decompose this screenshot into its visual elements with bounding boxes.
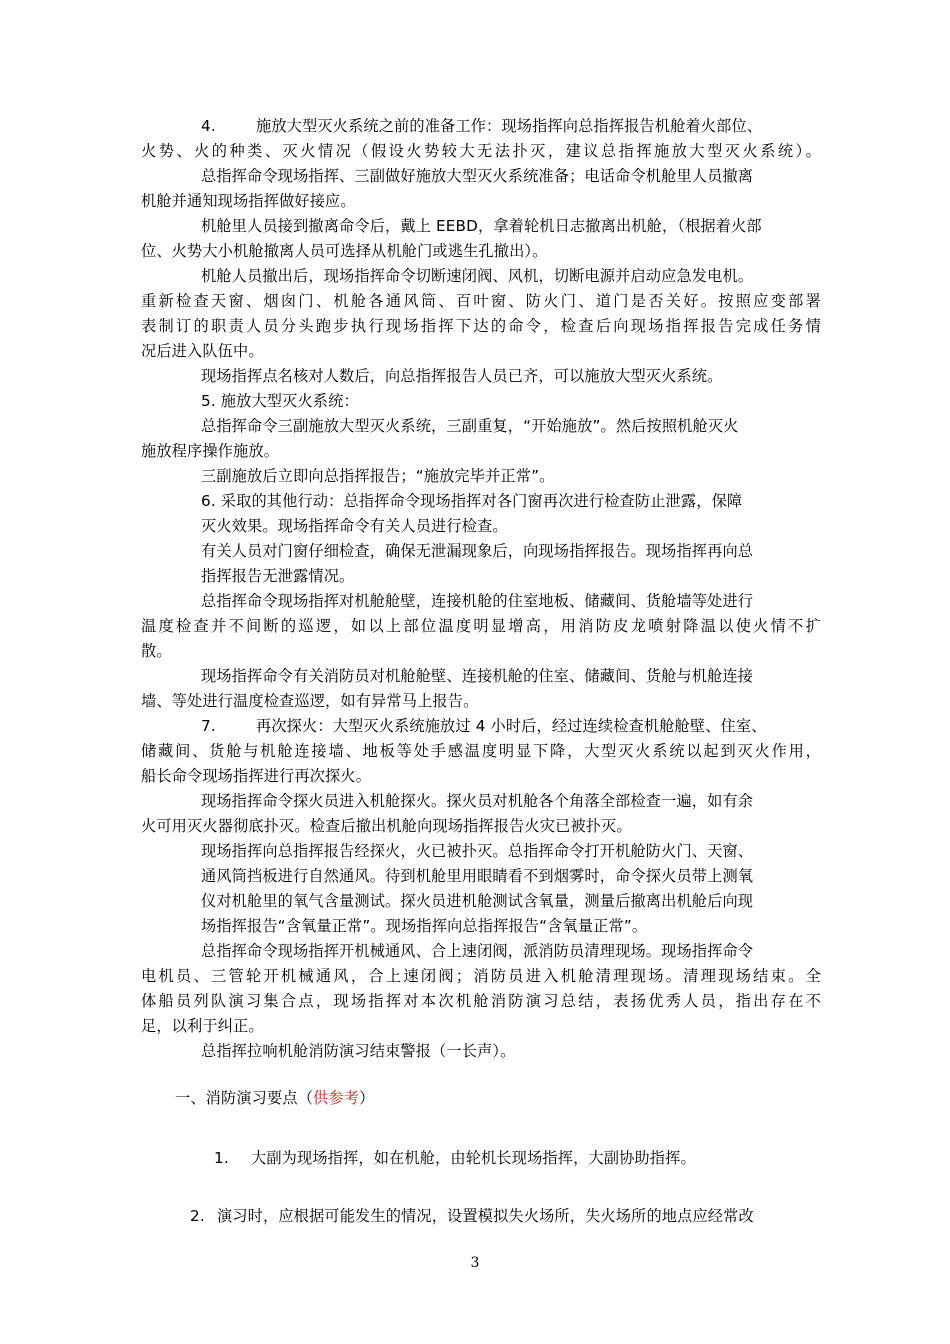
paragraph-line: 三副施放后立即向总指挥报告；“施放完毕并正常”。 bbox=[201, 467, 555, 485]
paragraph-line: 现场指挥命令有关消防员对机舱舱壁、连接机舱的住室、储藏间、货舱与机舱连接 bbox=[201, 667, 754, 685]
point-2-text: 演习时，应根据可能发生的情况，设置模拟失火场所，失火场所的地点应经常改 bbox=[217, 1207, 754, 1225]
item-4-text: 施放大型灭火系统之前的准备工作：现场指挥向总指挥报告机舱着火部位、 bbox=[256, 117, 763, 135]
item-4-line-2: 火势、火的种类、灭火情况（假设火势较大无法扑灭，建议总指挥施放大型灭火系统）。 bbox=[141, 142, 821, 160]
section-heading-text: 一、消防演习要点（ bbox=[175, 1089, 314, 1107]
point-1-text: 大副为现场指挥，如在机舱，由轮机长现场指挥，大副协助指挥。 bbox=[251, 1149, 696, 1167]
paragraph-line: 船长命令现场指挥进行再次探火。 bbox=[141, 767, 372, 785]
item-4-line bbox=[201, 116, 881, 136]
item-7-text: 再次探火：大型灭火系统施放过 4 小时后，经过连续检查机舱舱壁、住室、 bbox=[256, 717, 767, 735]
paragraph-line: 总指挥命令三副施放大型灭火系统，三副重复，“开始施放”。然后按照机舱灭火 bbox=[201, 417, 739, 435]
paragraph-line: 机舱并通知现场指挥做好接应。 bbox=[141, 192, 356, 210]
paragraph-line: 温度检查并不间断的巡逻，如以上部位温度明显增高，用消防皮龙喷射降温以使火情不扩 bbox=[141, 617, 821, 635]
item-5-heading: 5. 施放大型灭火系统： bbox=[201, 392, 359, 410]
paragraph-line: 火可用灭火器彻底扑灭。检查后撤出机舱向现场指挥报告火灾已被扑灭。 bbox=[141, 817, 632, 835]
paragraph-line: 况后进入队伍中。 bbox=[141, 342, 264, 360]
paragraph-line: 体船员列队演习集合点，现场指挥对本次机舱消防演习总结，表扬优秀人员，指出存在不 bbox=[141, 992, 821, 1010]
paragraph-line: 场指挥报告“含氧量正常”。现场指挥向总指挥报告“含氧量正常”。 bbox=[201, 917, 648, 935]
paragraph-line: 机舱里人员接到撤离命令后，戴上 EEBD，拿着轮机日志撤离出机舱，（根据着火部 bbox=[201, 217, 762, 235]
section-heading bbox=[175, 1088, 855, 1108]
paragraph-line: 有关人员对门窗仔细检查，确保无泄漏现象后，向现场指挥报告。现场指挥再向总 bbox=[201, 542, 754, 560]
paragraph-line: 现场指挥命令探火员进入机舱探火。探火员对机舱各个角落全部检查一遍，如有余 bbox=[201, 792, 754, 810]
section-heading-close: ） bbox=[359, 1089, 375, 1107]
item-6-line: 6. 采取的其他行动：总指挥命令现场指挥对各门窗再次进行检查防止泄露，保障 bbox=[201, 492, 743, 510]
paragraph-line: 总指挥命令现场指挥开机械通风、合上速闭阀，派消防员清理现场。现场指挥命令 bbox=[201, 942, 754, 960]
paragraph-line: 足，以利于纠正。 bbox=[141, 1017, 264, 1035]
paragraph-line: 现场指挥点名核对人数后，向总指挥报告人员已齐，可以施放大型灭火系统。 bbox=[201, 367, 723, 385]
item-7-number: 7. bbox=[201, 717, 216, 735]
paragraph-line: 散。 bbox=[141, 642, 172, 660]
paragraph-line: 重新检查天窗、烟囱门、机舱各通风筒、百叶窗、防火门、道门是否关好。按照应变部署 bbox=[141, 292, 821, 310]
paragraph-line: 仪对机舱里的氧气含量测试。探火员进机舱测试含氧量，测量后撤离出机舱后向现 bbox=[201, 892, 754, 910]
point-2 bbox=[190, 1206, 870, 1226]
item-7-line bbox=[201, 716, 881, 736]
paragraph-line: 指挥报告无泄露情况。 bbox=[201, 567, 355, 585]
page-number: 3 bbox=[470, 1255, 480, 1271]
paragraph-line: 总指挥命令现场指挥、三副做好施放大型灭火系统准备；电话命令机舱里人员撤离 bbox=[201, 167, 754, 185]
item-6-line-2: 灭火效果。现场指挥命令有关人员进行检查。 bbox=[201, 517, 508, 535]
point-1 bbox=[214, 1148, 894, 1168]
paragraph-line: 表制订的职责人员分头跑步执行现场指挥下达的命令，检查后向现场指挥报告完成任务情 bbox=[141, 317, 821, 335]
paragraph-line: 电机员、三管轮开机械通风，合上速闭阀；消防员进入机舱清理现场。清理现场结束。全 bbox=[141, 967, 821, 985]
paragraph-line: 总指挥命令现场指挥对机舱舱壁，连接机舱的住室地板、储藏间、货舱墙等处进行 bbox=[201, 592, 754, 610]
paragraph-line: 机舱人员撤出后，现场指挥命令切断速闭阀、风机，切断电源并启动应急发电机。 bbox=[201, 267, 754, 285]
point-1-number: 1. bbox=[214, 1149, 229, 1167]
paragraph-line: 总指挥拉响机舱消防演习结束警报（一长声）。 bbox=[201, 1042, 516, 1060]
paragraph-line: 通风筒挡板进行自然通风。待到机舱里用眼睛看不到烟雾时，命令探火员带上测氧 bbox=[201, 867, 754, 885]
section-heading-note: 供参考 bbox=[313, 1089, 360, 1107]
paragraph-line: 墙、等处进行温度检查巡逻，如有异常马上报告。 bbox=[141, 692, 479, 710]
point-2-number: 2. bbox=[190, 1207, 205, 1225]
item-4-number: 4. bbox=[201, 117, 216, 135]
paragraph-line: 现场指挥向总指挥报告经探火，火已被扑灭。总指挥命令打开机舱防火门、天窗、 bbox=[201, 842, 754, 860]
paragraph-line: 储藏间、货舱与机舱连接墙、地板等处手感温度明显下降，大型灭火系统以起到灭火作用， bbox=[141, 742, 821, 760]
paragraph-line: 施放程序操作施放。 bbox=[141, 442, 280, 460]
paragraph-line: 位、火势大小机舱撤离人员可选择从机舱门或逃生孔撤出）。 bbox=[141, 242, 548, 260]
